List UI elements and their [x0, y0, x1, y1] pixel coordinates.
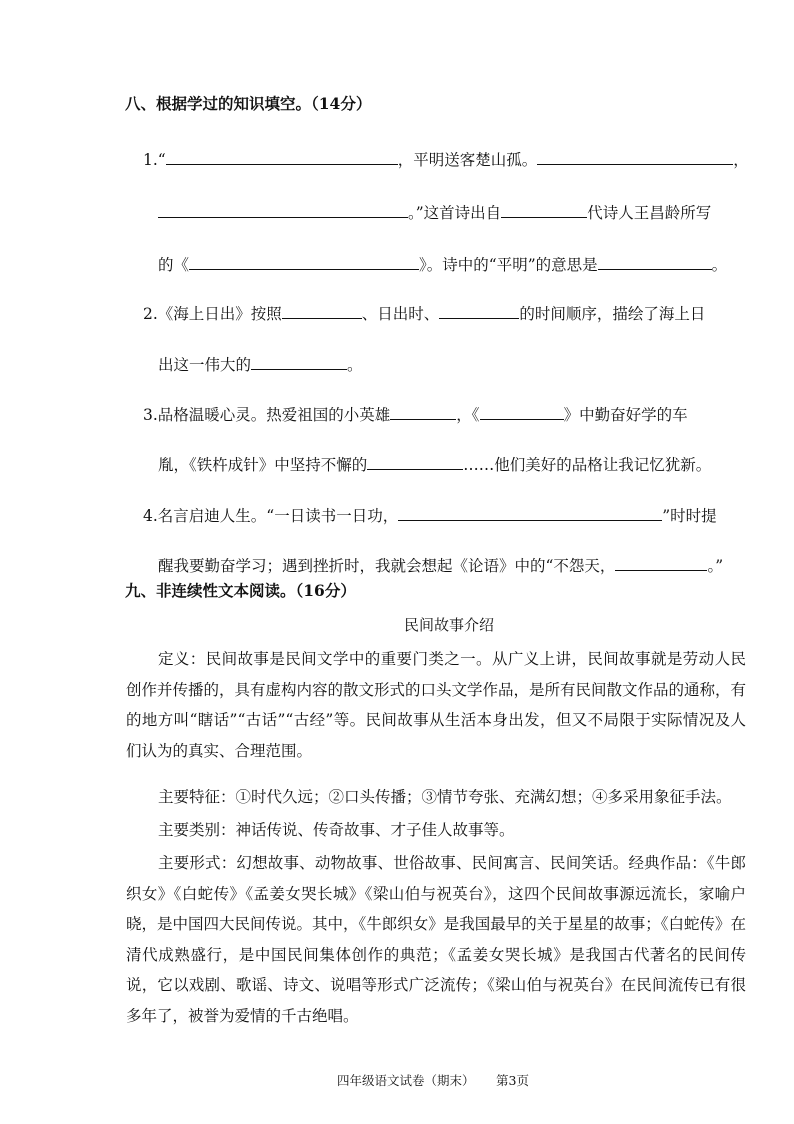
q1-text: 1.“	[143, 151, 166, 169]
article-title: 民间故事介绍	[404, 616, 495, 634]
section-8-heading-text: 八、根据学过的知识填空。（14分）	[125, 94, 372, 113]
q1-text: 代诗人王昌龄所写	[587, 204, 712, 222]
paragraph-features: 主要特征：①时代久远；②口头传播；③情节夸张、充满幻想；④多采用象征手法。	[158, 788, 732, 806]
section-9-heading	[125, 581, 356, 601]
q2-blank-3[interactable]	[251, 353, 347, 370]
q2-blank-1[interactable]	[282, 302, 362, 319]
section-8-heading	[125, 94, 371, 114]
q1-text: 的《	[158, 256, 190, 274]
q1-line-2	[158, 201, 711, 223]
q1-meaning-blank[interactable]	[598, 253, 712, 270]
q3-text: ，《	[456, 406, 480, 424]
section-9-heading-text: 九、非连续性文本阅读。（16分）	[125, 581, 356, 600]
q1-poem-title-blank[interactable]	[189, 253, 419, 270]
q3-blank-3[interactable]	[367, 453, 463, 470]
q1-text: ，	[733, 151, 749, 169]
q2-text: 出这一伟大的	[158, 356, 252, 374]
q3-text: ……他们美好的品格让我记忆犹新。	[463, 456, 712, 474]
paragraph-definition: 定义：民间故事是民间文学中的重要门类之一。从广义上讲，民间故事就是劳动人民创作并传播的，具有虚构内容的散文形式的口头文学作品，是所有民间散文作品的通称，有的地方叫“瞎话”“古话”“古经”等。民间故事从生活本身出发，但又不局限于实际情况及人们认为的真实、合理范围。	[126, 650, 747, 760]
q2-blank-2[interactable]	[439, 302, 519, 319]
q1-dynasty-blank[interactable]	[501, 201, 587, 218]
paragraph-types: 主要类别：神话传说、传奇故事、才子佳人故事等。	[158, 821, 515, 839]
paragraph-forms: 主要形式：幻想故事、动物故事、世俗故事、民间寓言、民间笑话。经典作品：《牛郎织女》《白蛇传》《孟姜女哭长城》《梁山伯与祝英台》，这四个民间故事源远流长，家喻户晓，是中国四大民间传说。其中，《牛郎织女》是我国最早的关于星星的故事；《白蛇传》在清代成熟盛行，是中国民间集体创作的典范；《孟姜女哭长城》是我国古代著名的民间传说，它以戏剧、歌谣、诗文、说唱等形式广泛流传；《梁山伯与祝英台》在民间流传已有很多年了，被誉为爱情的千古绝唱。	[126, 854, 747, 1025]
q3-blank-2[interactable]	[480, 403, 564, 420]
q4-text: 醒我要勤奋学习；遇到挫折时，我就会想起《论语》中的“不怨天，	[158, 557, 616, 575]
q1-blank-2[interactable]	[537, 148, 733, 165]
q4-text: 4.名言启迪人生。“一日读书一日功，	[143, 507, 399, 525]
q3-blank-1[interactable]	[390, 403, 456, 420]
q4-blank-2[interactable]	[615, 554, 707, 571]
q4-blank-1[interactable]	[398, 504, 662, 521]
q1-text: 。”这首诗出自	[408, 204, 502, 222]
q2-line-2	[158, 353, 363, 375]
q1-text: ，平明送客楚山孤。	[397, 151, 538, 169]
footer-page-number: 第3页	[496, 1073, 529, 1088]
q1-line-1	[143, 148, 749, 170]
q3-line-2	[158, 453, 711, 475]
q1-text: 》。诗中的“平明”的意思是	[419, 256, 598, 274]
q1-blank-3[interactable]	[158, 201, 408, 218]
q2-text: 2.《海上日出》按照	[143, 305, 282, 323]
q2-text: 、日出时、	[361, 305, 440, 323]
q2-line-1	[143, 302, 705, 324]
q4-line-1	[143, 504, 717, 526]
q3-line-1	[143, 403, 688, 425]
q1-text: 。	[711, 256, 728, 274]
q3-text: 3.品格温暖心灵。热爱祖国的小英雄	[143, 406, 391, 424]
q4-text: 。”	[707, 557, 724, 575]
q1-line-3	[158, 253, 727, 275]
footer-exam-name: 四年级语文试卷（期末）	[337, 1073, 475, 1088]
q4-line-2	[158, 554, 723, 576]
q4-text: ”时时提	[662, 507, 717, 525]
q2-text: 的时间顺序，描绘了海上日	[519, 305, 706, 323]
q3-text: 》中勤奋好学的车	[563, 406, 688, 424]
q1-blank-1[interactable]	[166, 148, 398, 165]
q3-text: 胤，《铁杵成针》中坚持不懈的	[158, 456, 368, 474]
q2-text: 。	[347, 356, 363, 374]
